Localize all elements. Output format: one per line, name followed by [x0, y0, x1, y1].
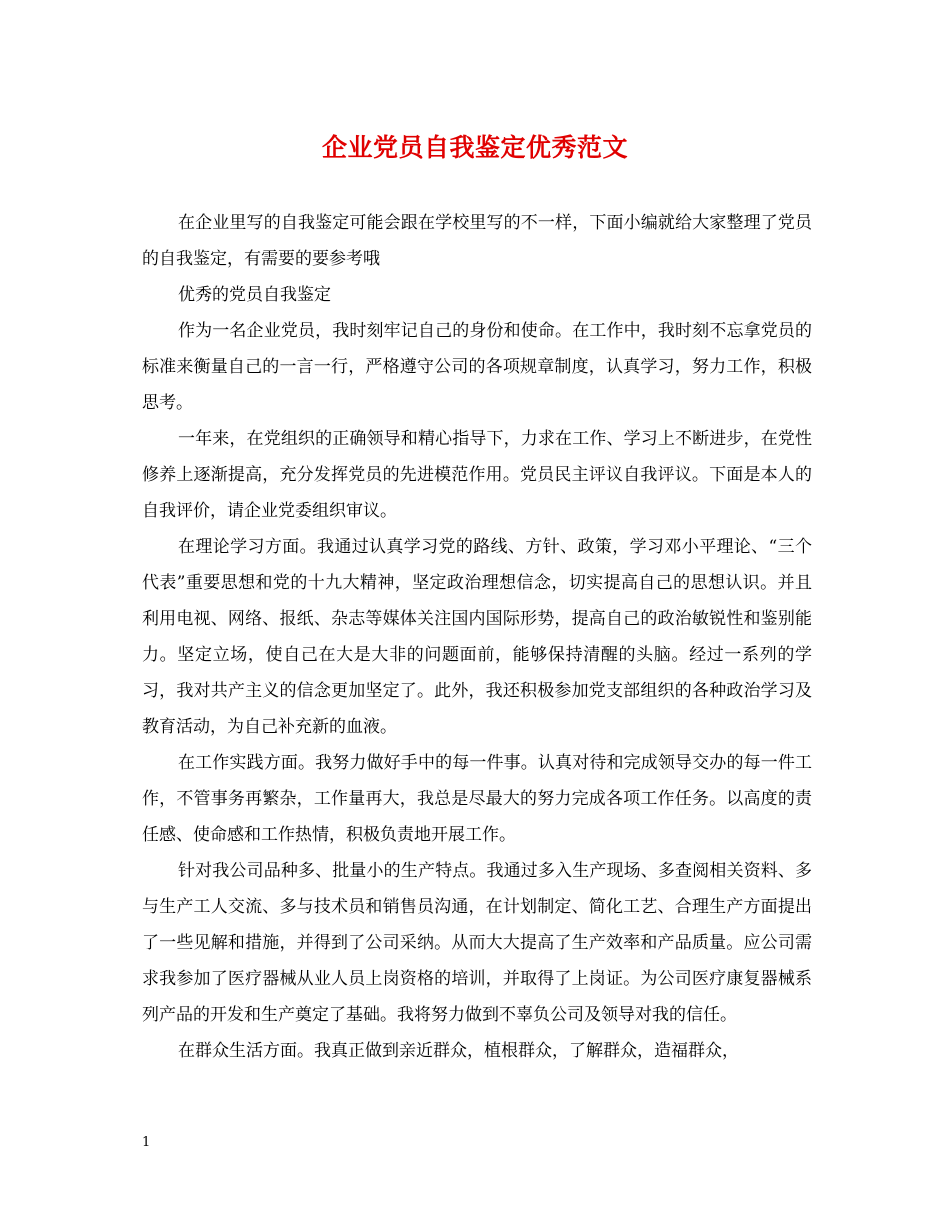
paragraph-theory-study: 在理论学习方面。我通过认真学习党的路线、方针、政策，学习邓小平理论、“三个代表”重要思想和党的十九大精神，坚定政治理想信念，切实提高自己的思想认识。并且利用电视、网络、报纸、杂志等媒体关注国内国际形势，提高自己的政治敏锐性和鉴别能力。坚定立场，使自己在大是大非的问题面前，能够保持清醒的头脑。经过一系列的学习，我对共产主义的信念更加坚定了。此外，我还积极参加党支部组织的各种政治学习及教育活动，为自己补充新的血液。 [142, 537, 812, 737]
document-title: 企业党员自我鉴定优秀范文 [321, 133, 628, 162]
paragraph-intro: 在企业里写的自我鉴定可能会跟在学校里写的不一样，下面小编就给大家整理了党员的自我鉴定，有需要的要参考哦 [142, 213, 812, 269]
paragraph-subheading: 优秀的党员自我鉴定 [178, 285, 331, 305]
paragraph-mass-life: 在群众生活方面。我真正做到亲近群众，植根群众，了解群众，造福群众， [178, 1041, 739, 1061]
page-number: 1 [142, 1135, 151, 1150]
paragraph-year-summary: 一年来，在党组织的正确领导和精心指导下，力求在工作、学习上不断进步，在党性修养上逐渐提高，充分发挥党员的先进模范作用。党员民主评议自我评议。下面是本人的自我评价，请企业党委组织审议。 [142, 429, 812, 521]
paragraph-work-practice: 在工作实践方面。我努力做好手中的每一件事。认真对待和完成领导交办的每一件工作，不管事务再繁杂，工作量再大，我总是尽最大的努力完成各项工作任务。以高度的责任感、使命感和工作热情，积极负责地开展工作。 [142, 753, 812, 845]
document-body [142, 205, 812, 1069]
paragraph-identity: 作为一名企业党员，我时刻牢记自己的身份和使命。在工作中，我时刻不忘拿党员的标准来衡量自己的一言一行，严格遵守公司的各项规章制度，认真学习，努力工作，积极思考。 [142, 321, 812, 413]
paragraph-production: 针对我公司品种多、批量小的生产特点。我通过多入生产现场、多查阅相关资料、多与生产工人交流、多与技术员和销售员沟通，在计划制定、简化工艺、合理生产方面提出了一些见解和措施，并得到了公司采纳。从而大大提高了生产效率和产品质量。应公司需求我参加了医疗器械从业人员上岗资格的培训，并取得了上岗证。为公司医疗康复器械系列产品的开发和生产奠定了基础。我将努力做到不辜负公司及领导对我的信任。 [142, 861, 812, 1025]
